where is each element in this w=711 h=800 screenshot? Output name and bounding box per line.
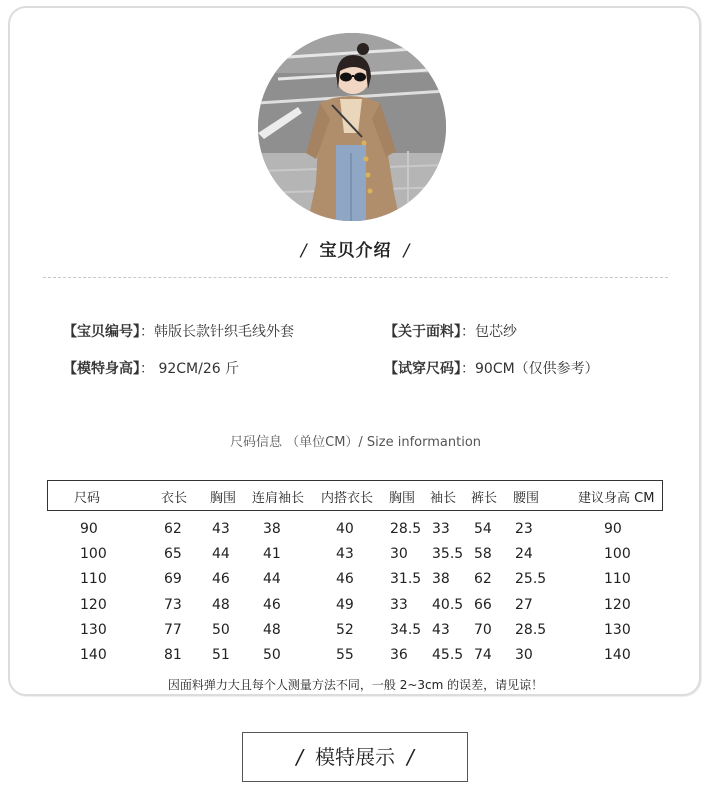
product-intro-title: 宝贝介绍: [319, 241, 392, 261]
cell-recommended-height-row-3: 120: [604, 596, 631, 613]
cell-inner-chest-row-1: 30: [390, 546, 408, 563]
header-sleeve: 袖长: [430, 491, 457, 506]
model-height-label: 【模特身高】: [63, 361, 140, 377]
model-height-row: [63, 358, 239, 378]
fabric-value: ：包芯纱: [461, 324, 517, 340]
cell-pants-length-row-2: 62: [474, 571, 492, 588]
cell-size-row-0: 90: [80, 521, 98, 537]
cell-waist-row-2: 25.5: [515, 571, 547, 588]
cell-sleeve-row-4: 43: [432, 621, 450, 638]
size-table-header: [47, 480, 663, 511]
header-inner-length: 内搭衣长: [321, 491, 374, 506]
cell-sleeve-shoulder-row-1: 41: [263, 546, 281, 563]
cell-recommended-height-row-1: 100: [604, 546, 631, 563]
item-number-value: ：韩版长款针织毛线外套: [140, 324, 294, 340]
cell-length-row-5: 81: [164, 647, 182, 663]
slash-left: /: [296, 745, 303, 769]
cell-inner-chest-row-5: 36: [390, 647, 408, 663]
cell-sleeve-shoulder-row-4: 48: [263, 621, 281, 638]
cell-size-row-2: 110: [80, 571, 107, 588]
dashed-divider: [43, 277, 668, 278]
cell-sleeve-row-2: 38: [432, 571, 450, 588]
cell-length-row-2: 69: [164, 571, 182, 588]
cell-inner-length-row-2: 46: [336, 571, 354, 588]
cell-inner-chest-row-2: 31.5: [390, 571, 422, 588]
cell-waist-row-5: 30: [515, 647, 533, 663]
cell-sleeve-shoulder-row-0: 38: [263, 521, 281, 537]
cell-length-row-3: 73: [164, 596, 182, 613]
item-number-label: 【宝贝编号】: [63, 324, 140, 340]
header-sleeve-shoulder: 连肩袖长: [252, 491, 305, 506]
cell-chest-row-5: 51: [212, 647, 230, 663]
cell-size-row-1: 100: [80, 546, 107, 563]
header-pants-length: 裤长: [471, 491, 498, 506]
trial-size-value: ：90CM（仅供参考）: [461, 361, 599, 377]
cell-chest-row-0: 43: [212, 521, 230, 537]
cell-recommended-height-row-4: 130: [604, 621, 631, 638]
cell-recommended-height-row-5: 140: [604, 647, 631, 663]
header-size: 尺码: [74, 491, 101, 506]
cell-inner-length-row-3: 49: [336, 596, 354, 613]
cell-sleeve-shoulder-row-5: 50: [263, 647, 281, 663]
cell-waist-row-1: 24: [515, 546, 533, 563]
cell-inner-length-row-5: 55: [336, 647, 354, 663]
slash-right: /: [407, 745, 414, 769]
cell-chest-row-2: 46: [212, 571, 230, 588]
cell-recommended-height-row-2: 110: [604, 571, 631, 588]
cell-chest-row-1: 44: [212, 546, 230, 563]
cell-waist-row-3: 27: [515, 596, 533, 613]
header-chest: 胸围: [210, 491, 237, 506]
trial-size-row: [384, 358, 599, 378]
product-intro-heading: [0, 236, 711, 261]
cell-inner-length-row-4: 52: [336, 621, 354, 638]
header-recommended-height: 建议身高 CM: [578, 491, 655, 506]
cell-inner-length-row-0: 40: [336, 521, 354, 537]
cell-waist-row-0: 23: [515, 521, 533, 537]
cell-recommended-height-row-0: 90: [604, 521, 622, 537]
model-height-value: ： 92CM/26 斤: [140, 361, 240, 377]
cell-waist-row-4: 28.5: [515, 621, 547, 638]
header-length: 衣长: [161, 491, 188, 506]
cell-pants-length-row-3: 66: [474, 596, 492, 613]
cell-length-row-0: 62: [164, 521, 182, 537]
cell-sleeve-shoulder-row-3: 46: [263, 596, 281, 613]
cell-pants-length-row-0: 54: [474, 521, 492, 537]
cell-chest-row-3: 48: [212, 596, 230, 613]
cell-sleeve-row-1: 35.5: [432, 546, 464, 563]
cell-inner-length-row-1: 43: [336, 546, 354, 563]
cell-inner-chest-row-3: 33: [390, 596, 408, 613]
cell-length-row-4: 77: [164, 621, 182, 638]
model-show-title: 模特展示: [315, 745, 395, 769]
trial-size-label: 【试穿尺码】: [384, 361, 461, 377]
measurement-note: 因面料弹力大且每个人测量方法不同，一般 2~3cm 的误差，请见谅！: [167, 678, 544, 692]
size-info-caption: 尺码信息 （单位CM）/ Size informantion: [229, 435, 482, 450]
header-inner-chest: 胸围: [389, 491, 416, 506]
cell-pants-length-row-5: 74: [474, 647, 492, 663]
cell-inner-chest-row-0: 28.5: [390, 521, 422, 537]
fabric-row: [384, 321, 517, 341]
item-number-row: [63, 321, 294, 341]
cell-size-row-5: 140: [80, 647, 107, 663]
fabric-label: 【关于面料】: [384, 324, 461, 340]
cell-inner-chest-row-4: 34.5: [390, 621, 422, 638]
cell-sleeve-shoulder-row-2: 44: [263, 571, 281, 588]
model-show-heading: [242, 732, 468, 782]
cell-pants-length-row-4: 70: [474, 621, 492, 638]
cell-sleeve-row-3: 40.5: [432, 596, 464, 613]
slash-left: /: [300, 241, 308, 261]
slash-right: /: [403, 241, 411, 261]
cell-size-row-4: 130: [80, 621, 107, 638]
cell-sleeve-row-5: 45.5: [432, 647, 464, 663]
cell-pants-length-row-1: 58: [474, 546, 492, 563]
cell-length-row-1: 65: [164, 546, 182, 563]
header-waist: 腰围: [513, 491, 540, 506]
cell-chest-row-4: 50: [212, 621, 230, 638]
child-model-image: [258, 33, 446, 221]
cell-size-row-3: 120: [80, 596, 107, 613]
cell-sleeve-row-0: 33: [432, 521, 450, 537]
product-photo: [258, 33, 446, 221]
